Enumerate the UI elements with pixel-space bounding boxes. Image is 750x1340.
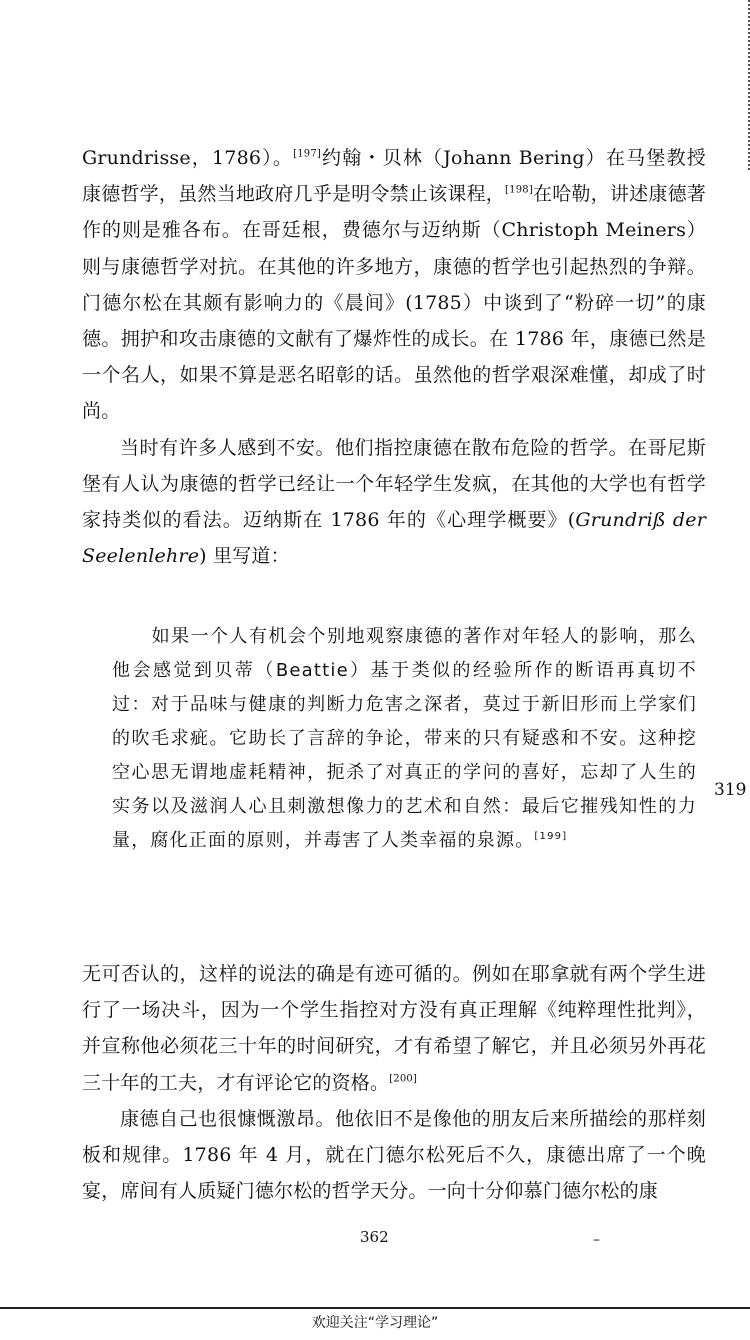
top-text-block [82, 140, 706, 574]
text-run: Grundrisse，1786）。 [82, 147, 294, 169]
footer-caption: 欢迎关注“学习理论” [311, 1315, 439, 1331]
footnote-ref: [199] [534, 831, 568, 842]
text-run: 约翰・贝林（Johann Bering）在马堡教授康德哲学，虽然当地政府几乎是明令禁止该课程， [82, 147, 706, 206]
paragraph-p4 [82, 1101, 706, 1210]
text-run: 康德自己也很慷慨激昂。他依旧不是像他的朋友后来所描绘的那样刻板和规律。1786 年 4 月，就在门德尔松死后不久，康德出席了一个晚宴，席间有人质疑门德尔松的哲学天分。一向十分仰慕门德尔松的康 [82, 1107, 706, 1203]
quote-text [112, 620, 697, 858]
scan-edge-mark [744, 0, 750, 170]
paragraph-p1 [82, 140, 706, 430]
paragraph-p2 [82, 430, 706, 575]
footnote-ref: [198] [505, 184, 533, 196]
text-run: ) 里写道： [199, 545, 290, 568]
footnote-ref: [200] [389, 1073, 418, 1085]
page-dash: – [593, 1232, 600, 1248]
text-run: 当时有许多人感到不安。他们指控康德在散布危险的哲学。在哥尼斯堡有人认为康德的哲学已经让一个年轻学生发疯，在其他的大学也有哲学家持类似的看法。迈纳斯在 1786 年的《心理学概要》( [82, 436, 706, 532]
block-quote [112, 620, 697, 858]
paragraph-p3 [82, 956, 706, 1101]
text-run: 如果一个人有机会个别地观察康德的著作对年轻人的影响，那么他会感觉到贝蒂（Beattie）基于类似的经验所作的断语再真切不过：对于品味与健康的判断力危害之深者，莫过于新旧形而上学家们的吹毛求疵。它助长了言辞的争论，带来的只有疑惑和不安。这种挖空心思无谓地虚耗精神，扼杀了对真正的学问的喜好，忘却了人生的实务以及滋润人心且刺激想像力的艺术和自然：最后它摧残知性的力量，腐化正面的原则，并毒害了人类幸福的泉源。 [112, 626, 697, 851]
text-run: 在哈勒，讲述康德著作的则是雅各布。在哥廷根，费德尔与迈纳斯（Christoph Meiners）则与康德哲学对抗。在其他的许多地方，康德的哲学也引起热烈的争辩。门德尔松在其颇有影响力的《晨间》(1785）中谈到了“粉碎一切”的康德。拥护和攻击康德的文献有了爆炸性的成长。在 1786 年，康德已然是一个名人，如果不算是恶名昭彰的话。虽然他的哲学艰深难懂，却成了时尚。 [82, 183, 706, 423]
original-page-marker: 319 [714, 780, 747, 800]
footnote-ref: [197] [293, 148, 321, 160]
text-run: 无可否认的，这样的说法的确是有迹可循的。例如在耶拿就有两个学生进行了一场决斗，因为一个学生指控对方没有真正理解《纯粹理性批判》，并宣称他必须花三十年的时间研究，才有希望了解它，并且必须另外再花三十年的工夫，才有评论它的资格。 [82, 963, 706, 1094]
footer-rule [0, 1307, 750, 1309]
italic-title: Grundriß der Seelenlehre [82, 509, 706, 568]
page-number: 362 [360, 1228, 389, 1246]
bottom-text-block [82, 956, 706, 1209]
